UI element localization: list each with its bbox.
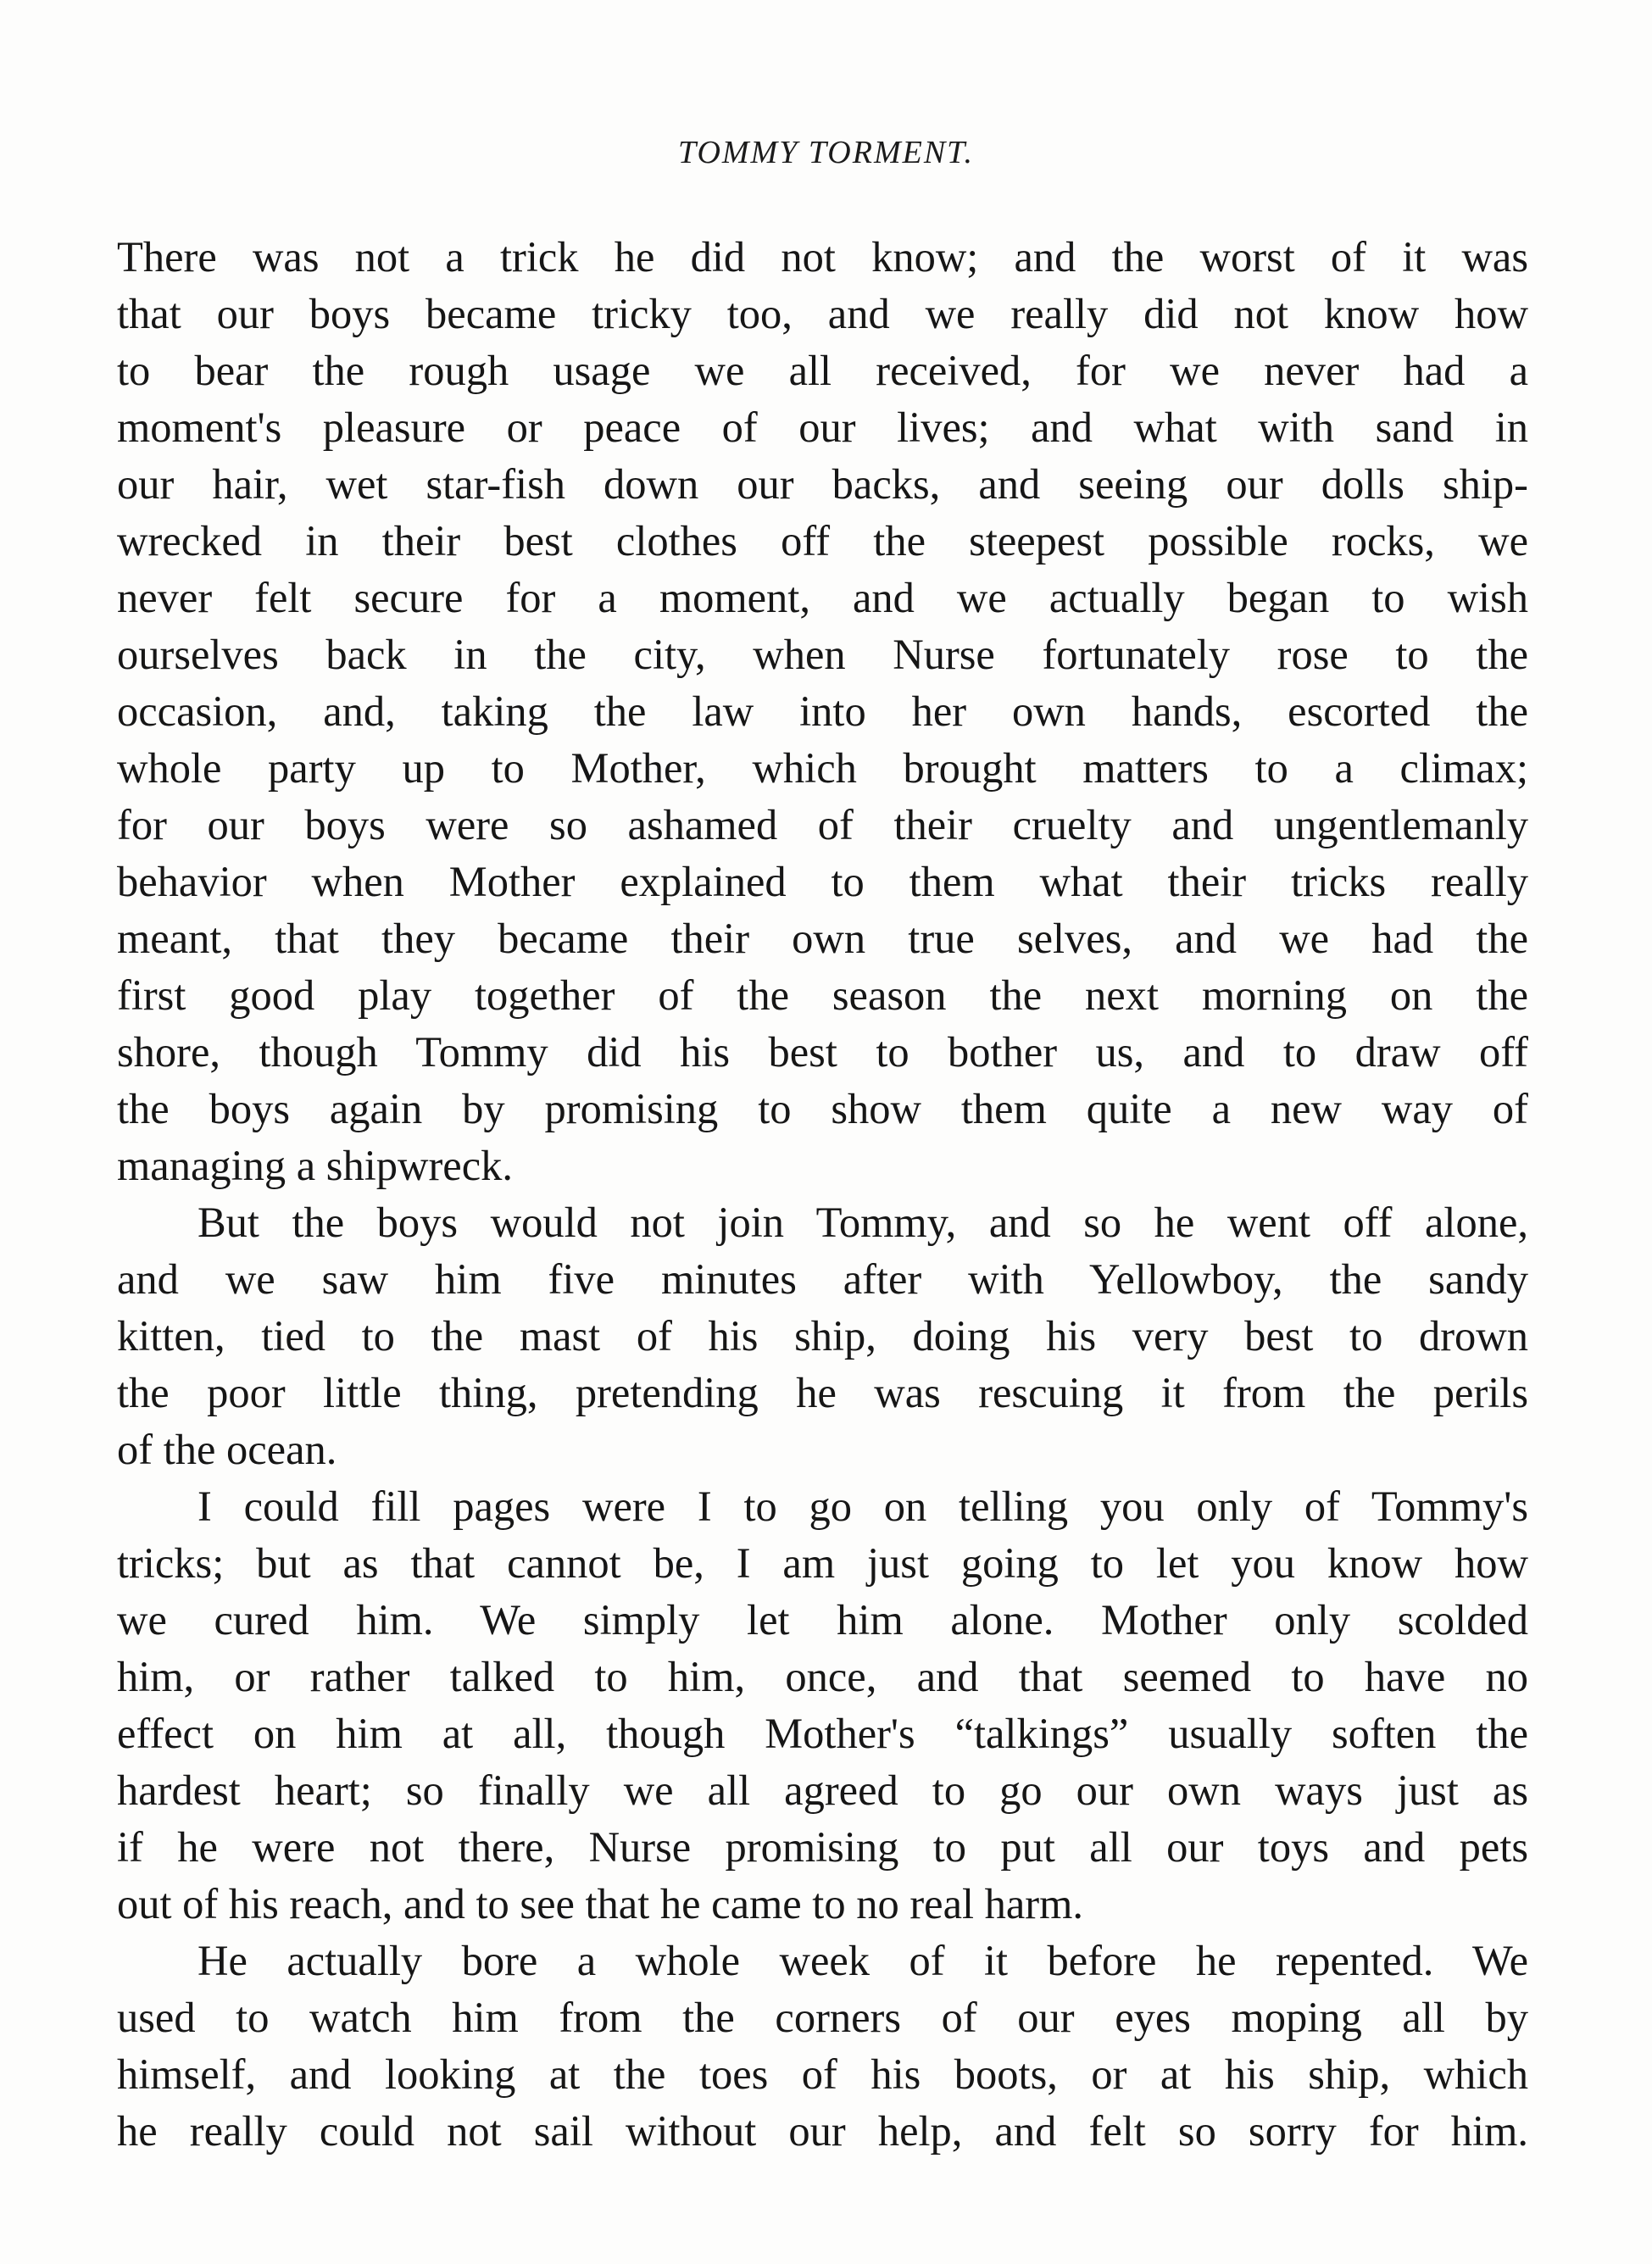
text-line: he really could not sail without our help, and felt so sorry for him. [117,2107,1528,2155]
text-line: if he were not there, Nurse promising to put all our toys and pets [117,1823,1528,1871]
text-line: behavior when Mother explained to them what their tricks really [117,858,1528,905]
text-line: shore, though Tommy did his best to bother us, and to draw off [117,1028,1528,1076]
text-line: first good play together of the season the next morning on the [117,971,1528,1019]
text-line: ourselves back in the city, when Nurse fortunately rose to the [117,631,1528,678]
text-line: tricks; but as that cannot be, I am just going to let you know how [117,1539,1528,1587]
text-line: whole party up to Mother, which brought matters to a climax; [117,744,1528,792]
text-line: that our boys became tricky too, and we really did not know how [117,290,1528,337]
text-line: never felt secure for a moment, and we actually began to wish [117,574,1528,621]
text-line: hardest heart; so finally we all agreed to go our own ways just as [117,1766,1528,1814]
text-line: for our boys were so ashamed of their cruelty and ungentlemanly [117,801,1528,848]
running-head: TOMMY TORMENT. [678,135,974,170]
text-line: managing a shipwreck. [117,1142,513,1189]
paragraph [117,229,1528,1194]
text-line: There was not a trick he did not know; and the worst of it was [117,233,1528,281]
text-line: of the ocean. [117,1426,337,1473]
text-line: our hair, wet star-fish down our backs, and seeing our dolls ship- [117,460,1528,508]
text-line: kitten, tied to the mast of his ship, doing his very best to drown [117,1312,1528,1360]
text-line: moment's pleasure or peace of our lives; and what with sand in [117,403,1528,451]
text-line: occasion, and, taking the law into her own hands, escorted the [117,687,1528,735]
text-line: used to watch him from the corners of our eyes moping all by [117,1994,1528,2041]
body-text [117,229,1528,2160]
text-line: and we saw him five minutes after with Yellowboy, the sandy [117,1255,1528,1303]
text-line: He actually bore a whole week of it before he repented. We [197,1937,1528,1984]
text-line: meant, that they became their own true selves, and we had the [117,915,1528,962]
text-line: effect on him at all, though Mother's “talkings” usually soften the [117,1710,1528,1757]
text-line: himself, and looking at the toes of his boots, or at his ship, which [117,2050,1528,2098]
text-line: we cured him. We simply let him alone. Mother only scolded [117,1596,1528,1644]
text-line: to bear the rough usage we all received, for we never had a [117,347,1528,394]
text-line: him, or rather talked to him, once, and that seemed to have no [117,1653,1528,1700]
text-line: wrecked in their best clothes off the steepest possible rocks, we [117,517,1528,565]
text-line: the boys again by promising to show them quite a new way of [117,1085,1528,1132]
text-line: out of his reach, and to see that he came to no real harm. [117,1880,1084,1927]
text-line: the poor little thing, pretending he was rescuing it from the perils [117,1369,1528,1416]
paragraph [117,1933,1528,2160]
paragraph [117,1478,1528,1933]
text-line: But the boys would not join Tommy, and so he went off alone, [197,1199,1528,1246]
text-line: I could fill pages were I to go on telling you only of Tommy's [197,1482,1528,1530]
paragraph [117,1194,1528,1478]
